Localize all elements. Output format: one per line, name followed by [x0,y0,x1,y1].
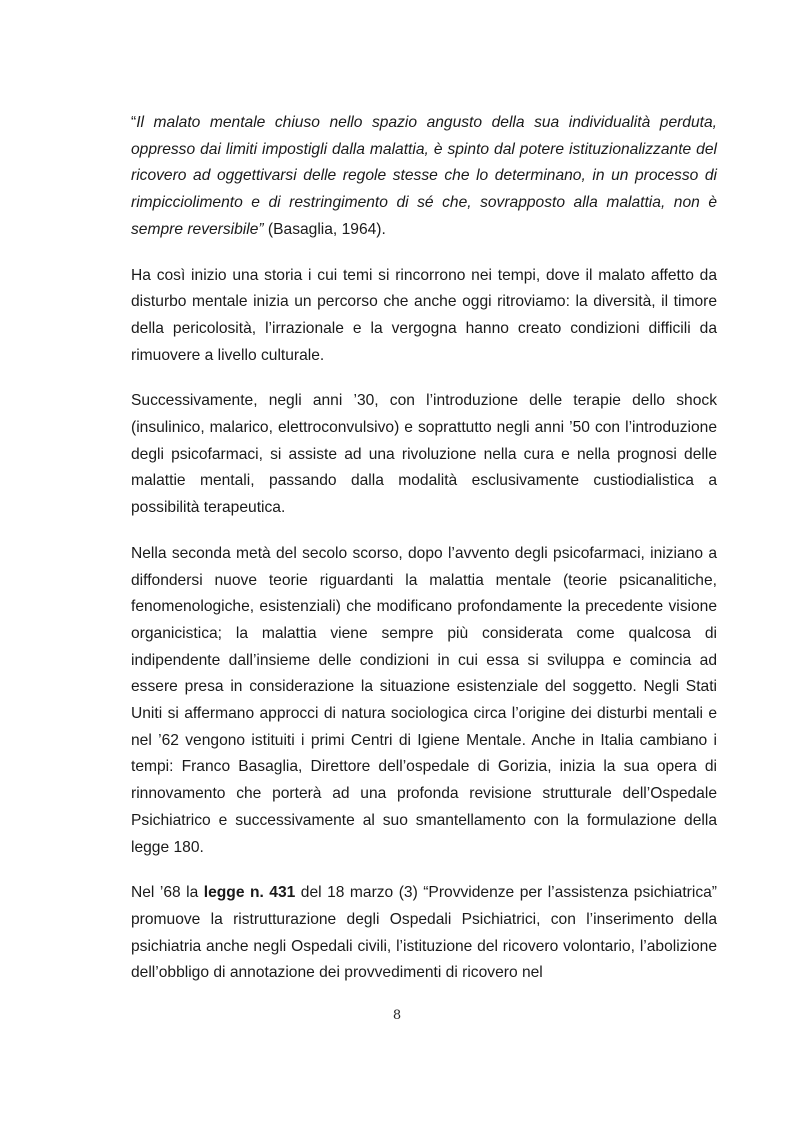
paragraph-history-start: Ha così inizio una storia i cui temi si rincorrono nei tempi, dove il malato affetto da disturbo mentale inizia un percorso che anche oggi ritroviamo: la diversità, il timore della pericolosità, l’irrazionale e la vergogna hanno creato condizioni difficili da rimuovere a livello culturale. [131,266,717,364]
quote-citation: (Basaglia, 1964). [263,220,386,238]
page-number: 8 [392,1008,402,1023]
law-name: legge n. 431 [203,884,296,902]
quote-open-mark: “ [131,114,137,131]
law-description: del 18 marzo (3) “Provvidenze per l’assistenza psichiatrica” promuove la ristrutturazione degli Ospedali Psichiatrici, con l’inserimento della psichiatria anche negli Ospedali civili, l’istituzione del ricovero volontario, l’abolizione dell’obbligo di annotazione dei provvedimenti di ricovero nel [131,884,717,982]
quote-paragraph [131,110,717,244]
page-body [131,110,717,1006]
paragraph-law-431 [131,880,717,987]
paragraph-new-theories: Nella seconda metà del secolo scorso, dopo l’avvento degli psicofarmaci, iniziano a diffondersi nuove teorie riguardanti la malattia mentale (teorie psicanalitiche, fenomenologiche, esistenziali) che modificano profondamente la precedente visione organicistica; la malattia viene sempre più considerata come qualcosa di indipendente dall’insieme delle condizioni in cui essa si sviluppa e comincia ad essere presa in considerazione la situazione esistenziale del soggetto. Negli Stati Uniti si affermano approcci di natura sociologica circa l’origine dei disturbi mentali e nel ’62 vengono istituiti i primi Centri di Igiene Mentale. Anche in Italia cambiano i tempi: Franco Basaglia, Direttore dell’ospedale di Gorizia, inizia la sua opera di rinnovamento che porterà ad una profonda revisione strutturale dell’Ospedale Psichiatrico e successivamente al suo smantellamento con la formulazione della legge 180. [131,544,717,856]
paragraph-shock-therapies: Successivamente, negli anni ’30, con l’introduzione delle terapie dello shock (insulinico, malarico, elettroconvulsivo) e soprattutto negli anni ’50 con l’introduzione degli psicofarmaci, si assiste ad una rivoluzione nella cura e nella prognosi delle malattie mentali, passando dalla modalità esclusivamente custiodialistica a possibilità terapeutica. [131,392,717,517]
quote-text: Il malato mentale chiuso nello spazio angusto della sua individualità perduta, oppresso dai limiti impostigli dalla malattia, è spinto dal potere istituzionalizzante del ricovero ad oggettivarsi delle regole stesse che lo determinano, in un processo di rimpicciolimento e di restringimento di sé che, sovrapposto alla malattia, non è sempre reversibile” [131,114,717,238]
law-intro: Nel ’68 la [131,884,204,902]
